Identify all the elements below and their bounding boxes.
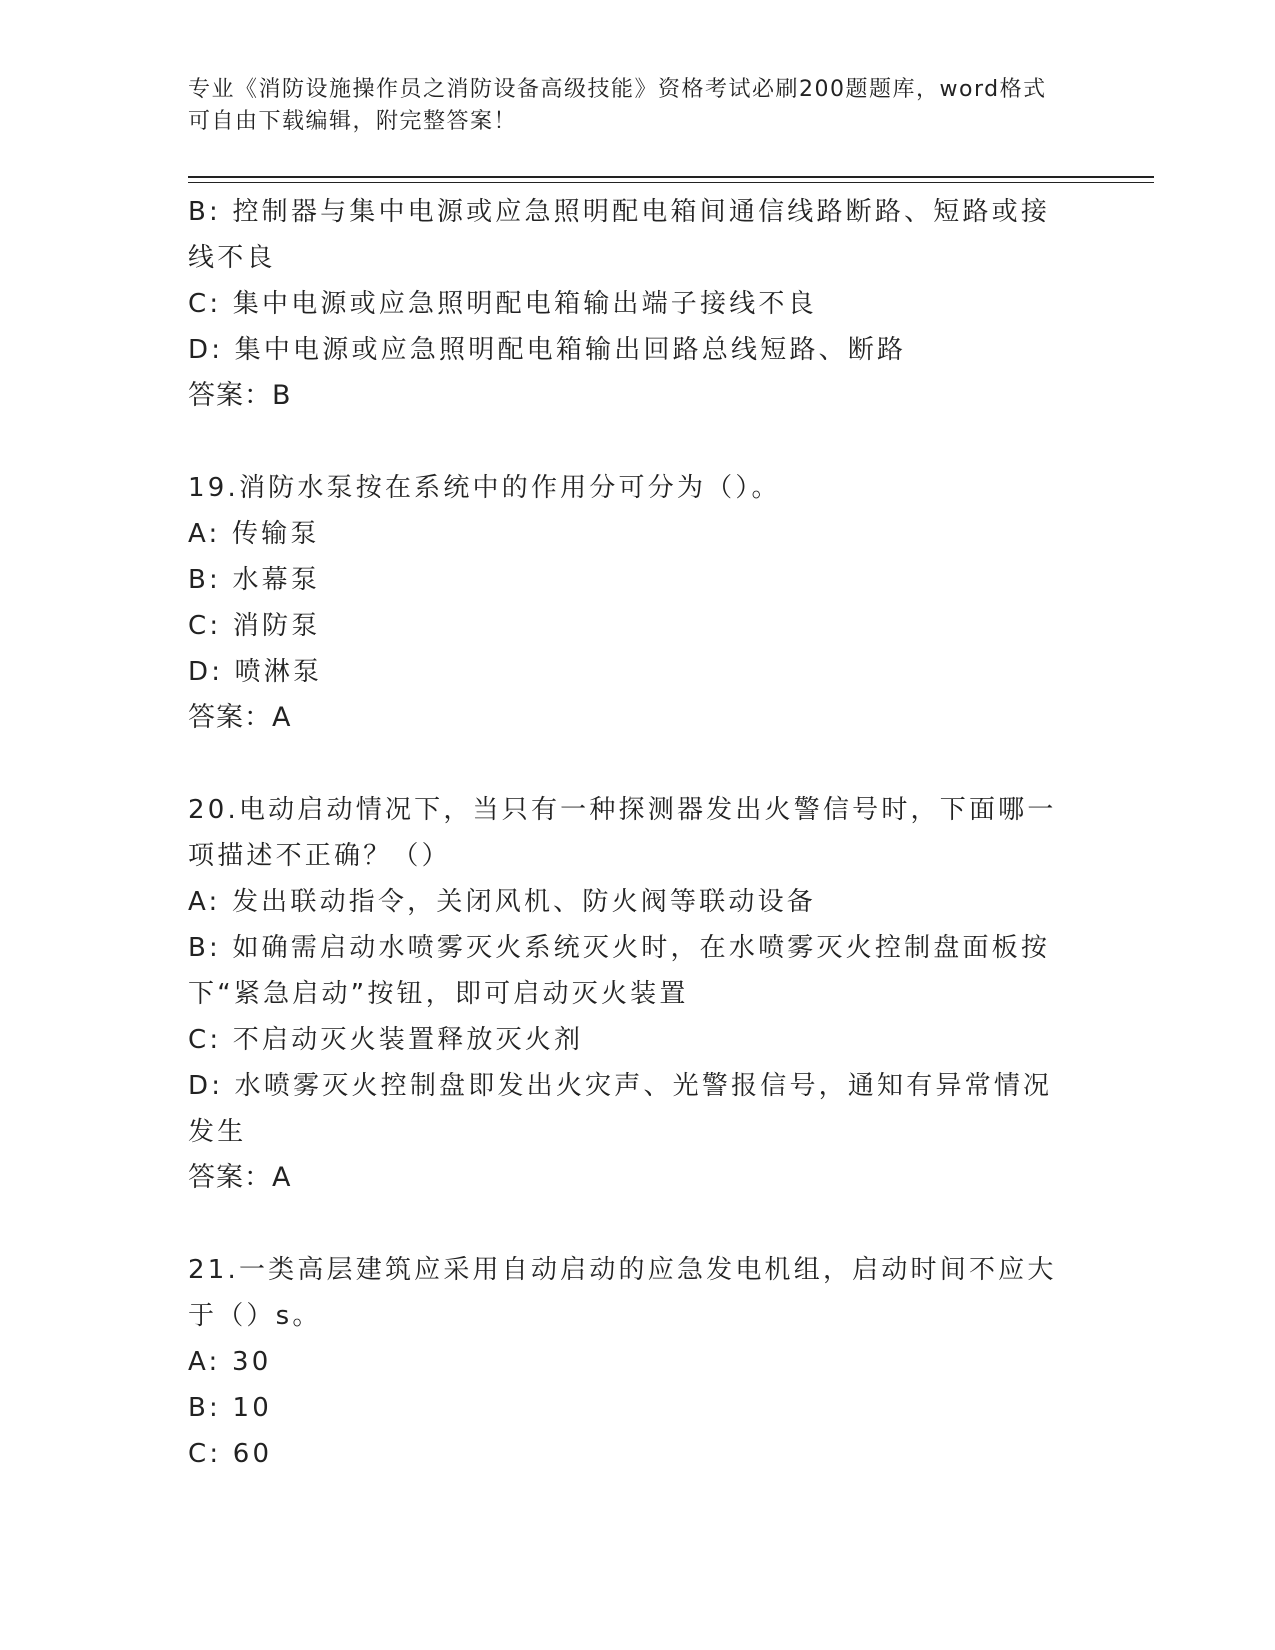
q20-option-c: [188, 1017, 1068, 1063]
spacer: [188, 419, 1068, 465]
q21-option-a: [188, 1339, 1068, 1385]
q21-stem: 21.一类高层建筑应采用自动启动的应急发电机组，启动时间不应大于（）s。: [188, 1255, 1057, 1331]
option-label: D:: [188, 657, 224, 687]
option-text: 水幕泵: [232, 565, 321, 595]
option-label: B:: [188, 933, 221, 963]
option-label: D:: [188, 1071, 224, 1101]
q19-stem: 19.消防水泵按在系统中的作用分可分为（）。: [188, 473, 781, 503]
q20-option-d: [188, 1063, 1068, 1155]
option-label: C:: [188, 1439, 222, 1469]
option-label: A:: [188, 519, 221, 549]
q18-option-b: [188, 189, 1068, 281]
spacer: [188, 741, 1068, 787]
option-text: 集中电源或应急照明配电箱输出回路总线短路、断路: [234, 335, 907, 365]
q19-option-d: [188, 649, 1068, 695]
q20-answer: 答案：A: [188, 1162, 292, 1193]
q19-option-b: [188, 557, 1068, 603]
option-text: 不启动灭火装置释放灭火剂: [232, 1025, 584, 1055]
q18-answer: 答案：B: [188, 380, 292, 411]
option-text: 传输泵: [231, 519, 320, 549]
option-text: 喷淋泵: [234, 657, 323, 687]
option-text: 集中电源或应急照明配电箱输出端子接线不良: [232, 289, 817, 319]
q20-option-a: [188, 879, 1068, 925]
q19-option-a: [188, 511, 1068, 557]
q21-option-b: [188, 1385, 1068, 1431]
q19-answer: 答案：A: [188, 702, 292, 733]
document-header: 专业《消防设施操作员之消防设备高级技能》资格考试必刷200题题库，word格式可自由下载编辑，附完整答案！: [188, 77, 1047, 134]
option-label: C:: [188, 1025, 222, 1055]
option-text: 30: [231, 1347, 272, 1377]
header-divider-thin: [188, 182, 1154, 183]
option-text: 消防泵: [232, 611, 321, 641]
option-text: 控制器与集中电源或应急照明配电箱间通信线路断路、短路或接线不良: [188, 197, 1051, 273]
option-text: 如确需启动水喷雾灭火系统灭火时，在水喷雾灭火控制盘面板按下“紧急启动”按钮，即可启动灭火装置: [188, 933, 1051, 1009]
q21-option-c: [188, 1431, 1068, 1477]
option-label: B:: [188, 1393, 221, 1423]
option-text: 发出联动指令，关闭风机、防火阀等联动设备: [231, 887, 816, 917]
spacer: [188, 1201, 1068, 1247]
question-content: [188, 189, 1068, 1477]
header-divider-thick: [188, 176, 1154, 178]
option-label: C:: [188, 289, 222, 319]
q19-option-c: [188, 603, 1068, 649]
q18-option-c: [188, 281, 1068, 327]
option-text: 水喷雾灭火控制盘即发出火灾声、光警报信号，通知有异常情况发生: [188, 1071, 1053, 1147]
option-label: B:: [188, 565, 221, 595]
option-label: C:: [188, 611, 222, 641]
q20-option-b: [188, 925, 1068, 1017]
q18-option-d: [188, 327, 1068, 373]
q20-stem: 20.电动启动情况下，当只有一种探测器发出火警信号时，下面哪一项描述不正确？（）: [188, 795, 1057, 871]
option-label: D:: [188, 335, 224, 365]
option-label: B:: [188, 197, 221, 227]
option-label: A:: [188, 1347, 221, 1377]
option-label: A:: [188, 887, 221, 917]
option-text: 10: [232, 1393, 272, 1423]
option-text: 60: [232, 1439, 273, 1469]
